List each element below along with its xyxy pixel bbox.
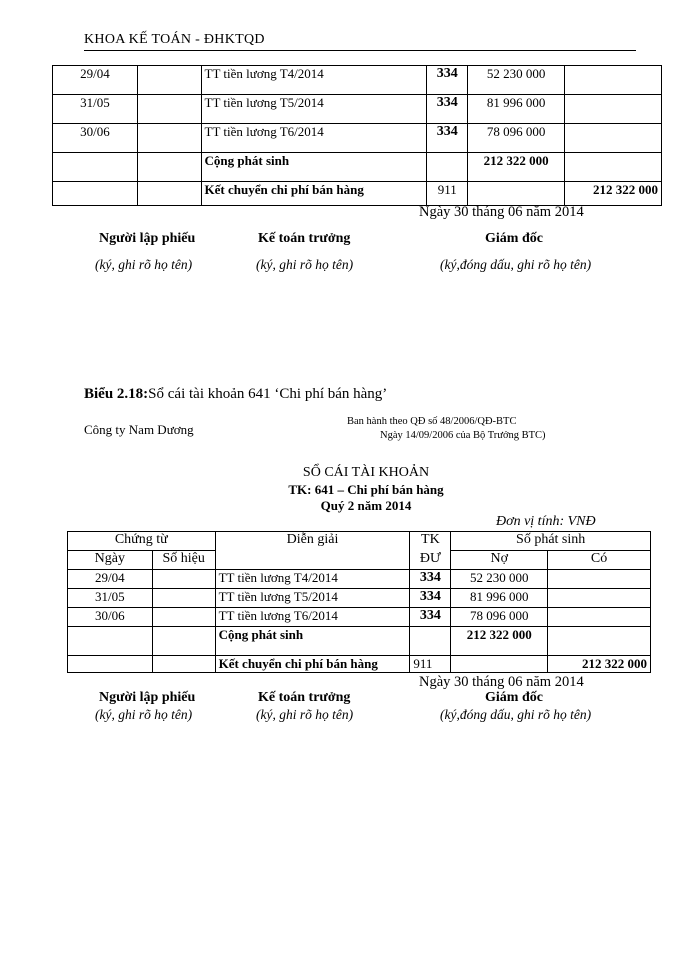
row-tk: 334: [427, 95, 468, 124]
transfer-row: [68, 656, 651, 673]
row-date: 29/04: [68, 570, 153, 589]
top-date: Ngày 30 tháng 06 năm 2014: [419, 204, 584, 220]
signer-note: (ký, ghi rõ họ tên): [256, 707, 354, 722]
header-number: Số hiệu: [152, 551, 215, 570]
row-credit: [548, 608, 651, 627]
signer-note: (ký, ghi rõ họ tên): [256, 257, 354, 272]
row-desc: TT tiền lương T6/2014: [201, 124, 427, 153]
row-tk: 334: [427, 66, 468, 95]
row-debit: 81 996 000: [468, 95, 565, 124]
total-label: Cộng phát sinh: [201, 153, 427, 182]
row-desc: TT tiền lương T5/2014: [201, 95, 427, 124]
top-ledger-table: [52, 65, 662, 206]
header-tk: TK: [410, 532, 451, 551]
row-number: [152, 570, 215, 589]
signer-title: Kế toán trưởng: [258, 231, 351, 246]
row-debit: 78 096 000: [468, 124, 565, 153]
regulation-line-1: Ban hành theo QĐ số 48/2006/QĐ-BTC: [347, 416, 517, 427]
signer-title: Giám đốc: [485, 690, 543, 705]
row-date: 31/05: [53, 95, 138, 124]
row-tk: 334: [410, 570, 451, 589]
unit-label: Đơn vị tính: VNĐ: [496, 514, 596, 529]
signer-title: Người lập phiếu: [99, 231, 196, 246]
table-row: [53, 66, 662, 95]
total-debit: 212 322 000: [468, 153, 565, 182]
transfer-tk: 911: [410, 656, 451, 673]
row-credit: [565, 66, 662, 95]
header-description: Diễn giải: [215, 532, 410, 570]
row-credit: [565, 95, 662, 124]
row-date: 29/04: [53, 66, 138, 95]
row-tk: 334: [427, 124, 468, 153]
signer-note: (ký,đóng dấu, ghi rõ họ tên): [440, 707, 592, 722]
transfer-credit: 212 322 000: [548, 656, 651, 673]
row-debit: 78 096 000: [451, 608, 548, 627]
row-debit: 52 230 000: [451, 570, 548, 589]
signer-note: (ký,đóng dấu, ghi rõ họ tên): [440, 257, 592, 272]
ledger-table: [67, 531, 651, 673]
row-tk: 334: [410, 589, 451, 608]
row-number: [137, 66, 201, 95]
transfer-label: Kết chuyển chi phí bán hàng: [201, 182, 427, 206]
row-number: [137, 95, 201, 124]
row-number: [152, 589, 215, 608]
signer-title: Người lập phiếu: [99, 690, 196, 705]
header-row: [68, 532, 651, 551]
page-header: KHOA KẾ TOÁN - ĐHKTQD: [84, 32, 265, 47]
row-number: [137, 124, 201, 153]
row-desc: TT tiền lương T6/2014: [215, 608, 410, 627]
table-row: [53, 95, 662, 124]
header-date: Ngày: [68, 551, 153, 570]
total-debit: 212 322 000: [451, 627, 548, 656]
signer-title: Giám đốc: [485, 231, 543, 246]
transfer-credit: 212 322 000: [565, 182, 662, 206]
table-row: [68, 608, 651, 627]
signer-title: Kế toán trưởng: [258, 690, 351, 705]
transfer-label: Kết chuyển chi phí bán hàng: [215, 656, 410, 673]
row-desc: TT tiền lương T5/2014: [215, 589, 410, 608]
transfer-row: [53, 182, 662, 206]
row-credit: [548, 570, 651, 589]
company-name: Công ty Nam Dương: [84, 422, 194, 437]
header-rule: [84, 50, 636, 51]
signer-note: (ký, ghi rõ họ tên): [95, 257, 193, 272]
row-date: 31/05: [68, 589, 153, 608]
table-row: [68, 589, 651, 608]
figure-caption: [84, 386, 387, 403]
total-row: [68, 627, 651, 656]
total-label: Cộng phát sinh: [215, 627, 410, 656]
table-row: [68, 570, 651, 589]
figure-label: Biểu 2.18:: [84, 386, 149, 402]
row-credit: [565, 124, 662, 153]
figure-title: Sổ cái tài khoản 641 ‘Chi phí bán hàng’: [148, 386, 388, 402]
row-date: 30/06: [68, 608, 153, 627]
row-debit: 81 996 000: [451, 589, 548, 608]
regulation-line-2: Ngày 14/09/2006 của Bộ Trưởng BTC): [380, 430, 546, 441]
header-amount: Số phát sinh: [451, 532, 651, 551]
header-debit: Nợ: [451, 551, 548, 570]
bottom-date: Ngày 30 tháng 06 năm 2014: [419, 674, 584, 690]
row-debit: 52 230 000: [468, 66, 565, 95]
header-tk-2: ĐƯ: [410, 551, 451, 570]
row-credit: [548, 589, 651, 608]
signer-note: (ký, ghi rõ họ tên): [95, 707, 193, 722]
table-row: [53, 124, 662, 153]
ledger-title: SỔ CÁI TÀI KHOẢN: [302, 465, 430, 480]
ledger-account: TK: 641 – Chi phí bán hàng: [288, 482, 444, 497]
total-row: [53, 153, 662, 182]
row-date: 30/06: [53, 124, 138, 153]
row-desc: TT tiền lương T4/2014: [215, 570, 410, 589]
ledger-period: Quý 2 năm 2014: [320, 498, 412, 513]
row-desc: TT tiền lương T4/2014: [201, 66, 427, 95]
header-credit: Có: [548, 551, 651, 570]
transfer-tk: 911: [427, 182, 468, 206]
row-number: [152, 608, 215, 627]
row-tk: 334: [410, 608, 451, 627]
header-voucher: Chứng từ: [68, 532, 216, 551]
